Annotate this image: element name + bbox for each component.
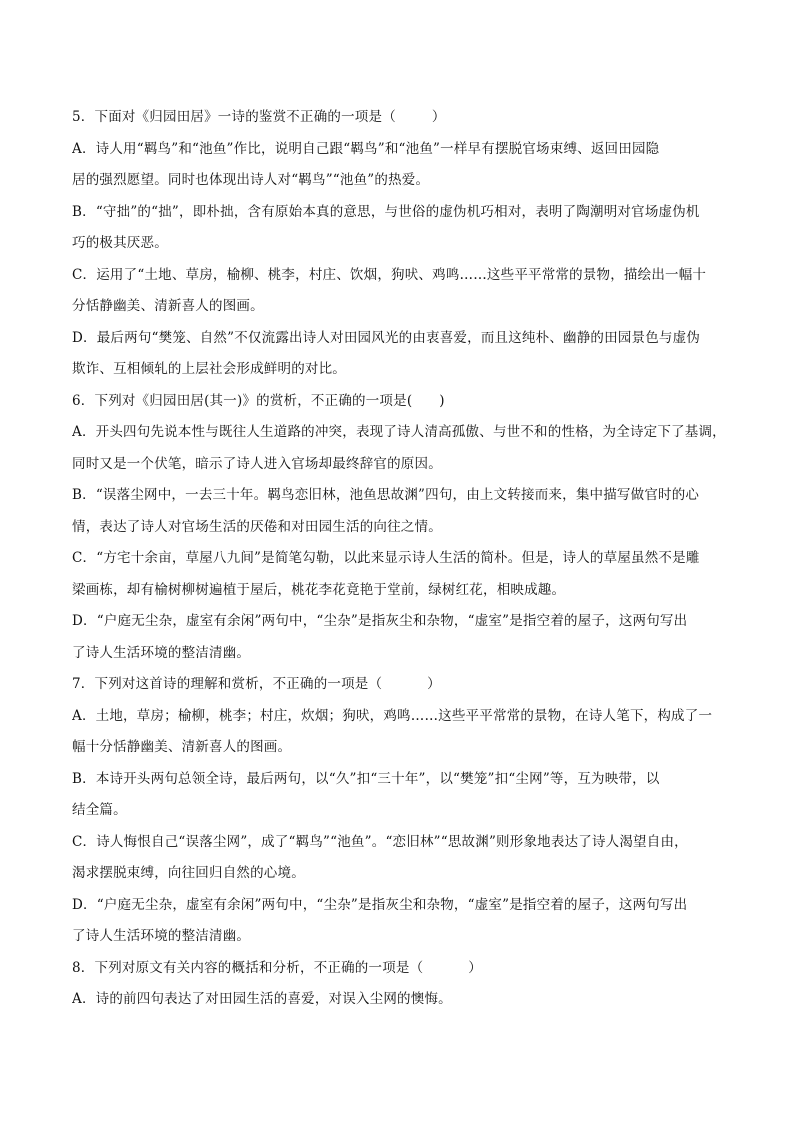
option-b	[72, 197, 732, 260]
option-line: 幅十分恬静幽美、清新喜人的图画。	[72, 739, 292, 755]
option-c	[72, 543, 732, 606]
option-line: 梁画栋，却有榆树柳树遍植于屋后，桃花李花竟艳于堂前，绿树红花，相映成趣。	[72, 581, 566, 598]
option-d	[72, 890, 732, 953]
exam-questions	[72, 102, 732, 1016]
option-a	[72, 984, 732, 1016]
option-line: A．诗的前四句表达了对田园生活的喜爱，对误入尘网的懊悔。	[72, 991, 452, 1007]
option-line: 分恬静幽美、清新喜人的图画。	[72, 298, 264, 314]
option-line: B．本诗开头两句总领全诗，最后两句，以“久”扣“三十年”，以“樊笼”扣“尘网”等，互为映带，以	[72, 770, 660, 787]
option-d	[72, 606, 732, 669]
option-line: 欺诈、互相倾轧的上层社会形成鲜明的对比。	[72, 361, 346, 377]
option-c	[72, 827, 732, 890]
option-a	[72, 417, 732, 480]
question-8	[72, 953, 732, 1016]
option-line: D．“户庭无尘杂，虚室有余闲”两句中，“尘杂”是指灰尘和杂物，“虚室”是指空着的屋子，这两句写出	[72, 896, 688, 913]
option-line: 居的强烈愿望。同时也体现出诗人对“羁鸟”“池鱼”的热爱。	[72, 172, 430, 188]
question-stem: 6．下列对《归园田居(其一)》的赏析，不正确的一项是( )	[72, 392, 445, 409]
option-c	[72, 260, 732, 323]
option-line: A．诗人用“羁鸟”和“池鱼”作比，说明自己跟“羁鸟”和“池鱼”一样早有摆脱官场束缚、返回田园隐	[72, 140, 660, 157]
option-b	[72, 480, 732, 543]
option-line: C．“方宅十余亩，草屋八九间”是简笔勾勒，以此来显示诗人生活的简朴。但是，诗人的草屋虽然不是雕	[72, 550, 700, 566]
option-a	[72, 134, 732, 197]
option-line: 结全篇。	[72, 802, 127, 818]
option-line: C．运用了“土地、草房，榆柳、桃李，村庄、饮烟，狗吠、鸡鸣……这些平平常常的景物，描绘出一幅十	[72, 266, 707, 283]
option-d	[72, 323, 732, 386]
option-line: 渴求摆脱束缚，向往回归自然的心境。	[72, 865, 305, 881]
option-line: 了诗人生活环境的整洁清幽。	[72, 644, 251, 661]
option-line: A．土地，草房；榆柳，桃李；村庄，炊烟；狗吠，鸡鸣……这些平平常常的景物，在诗人笔下，构成了一	[72, 707, 713, 724]
option-line: B．“误落尘网中，一去三十年。羁鸟恋旧林，池鱼思故渊”四句，由上文转接而来，集中描写做官时的心	[72, 487, 700, 503]
question-5	[72, 102, 732, 386]
option-line: 巧的极其厌恶。	[72, 235, 168, 251]
question-stem: 8．下列对原文有关内容的概括和分析，不正确的一项是（ ）	[72, 959, 482, 976]
option-line: B．“守拙”的“拙”，即朴拙，含有原始本真的意思，与世俗的虚伪机巧相对，表明了陶潮明对官场虚伪机	[72, 203, 700, 220]
option-b	[72, 764, 732, 827]
option-line: 情，表达了诗人对官场生活的厌倦和对田园生活的向往之情。	[72, 518, 442, 535]
question-stem: 5．下面对《归园田居》一诗的鉴赏不正确的一项是（ ）	[72, 109, 446, 125]
option-line: A．开头四句先说本性与既往人生道路的冲突，表现了诗人清高孤傲、与世不和的性格，为全诗定下了基调，	[72, 424, 726, 440]
question-7	[72, 669, 732, 953]
question-stem: 7．下列对这首诗的理解和赏析，不正确的一项是（ ）	[72, 676, 441, 692]
option-a	[72, 701, 732, 764]
option-line: 同时又是一个伏笔，暗示了诗人进入官场却最终辞官的原因。	[72, 455, 442, 472]
option-line: C．诗人悔恨自己“误落尘网”，成了“羁鸟”“池鱼”。“恋旧林”“思故渊”则形象地表达了诗人渴望自由，	[72, 833, 688, 850]
option-line: D．“户庭无尘杂，虚室有余闲”两句中，“尘杂”是指灰尘和杂物，“虚室”是指空着的屋子，这两句写出	[72, 613, 688, 629]
option-line: D．最后两句“樊笼、自然”不仅流露出诗人对田园风光的由衷喜爱，而且这纯朴、幽静的田园景色与虚伪	[72, 329, 701, 346]
question-6	[72, 386, 732, 670]
option-line: 了诗人生活环境的整洁清幽。	[72, 928, 251, 944]
